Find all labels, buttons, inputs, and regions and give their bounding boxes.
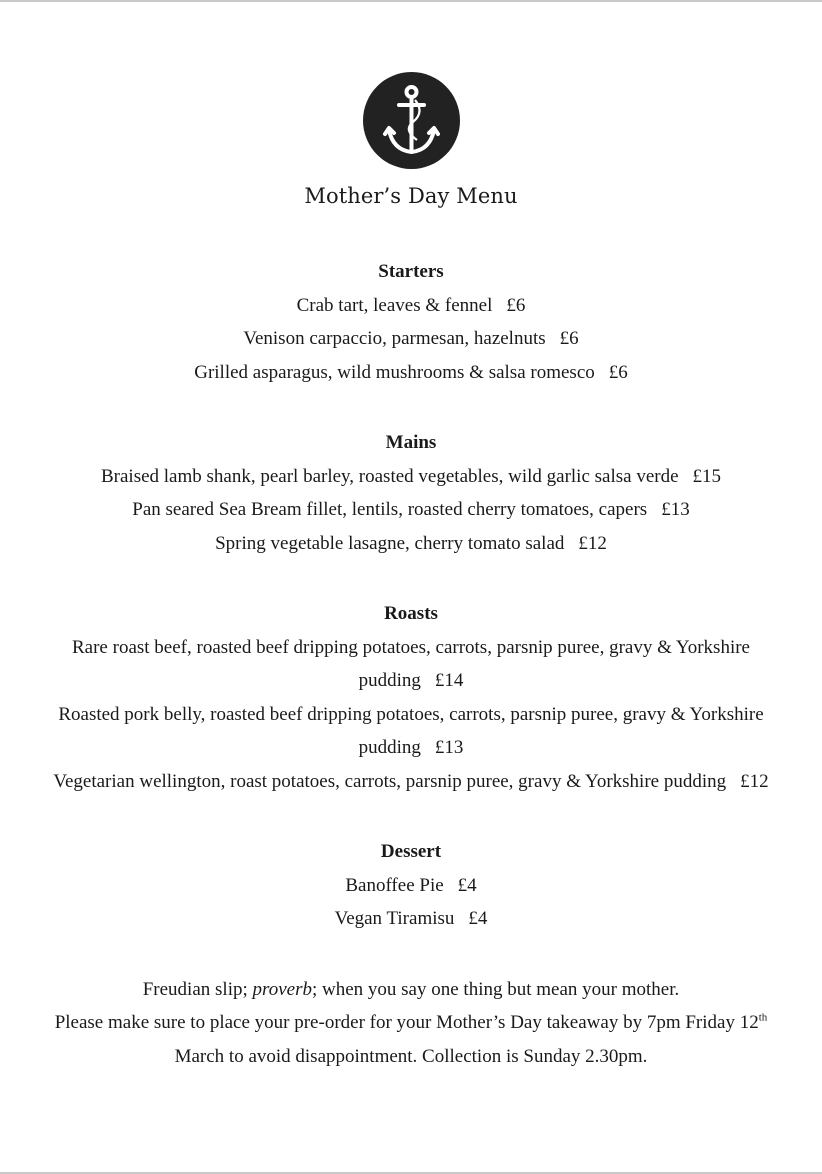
proverb-italic: proverb — [252, 978, 312, 1000]
section-heading: Roasts — [384, 603, 438, 624]
menu-item-price: £14 — [434, 670, 464, 691]
preorder-note — [40, 1006, 782, 1073]
menu-item — [40, 869, 782, 903]
menu-item-price: £6 — [559, 328, 579, 349]
menu-item-name: Vegan Tiramisu — [334, 908, 455, 929]
section-starters — [40, 255, 782, 389]
section-heading: Starters — [378, 261, 444, 282]
menu-item-price: £12 — [578, 532, 607, 554]
menu-item-name: Spring vegetable lasagne, cherry tomato salad — [215, 532, 565, 554]
proverb-text: Freudian slip; — [142, 978, 253, 1000]
preorder-text: Please make sure to place your pre-order for your Mother’s Day takeaway by 7pm Friday 12 — [54, 1012, 759, 1033]
menu-item-name: Vegetarian wellington, roast potatoes, carrots, parsnip puree, gravy & Yorkshire pudding — [53, 770, 727, 792]
menu-item — [40, 765, 782, 799]
menu-item-price: £13 — [434, 737, 464, 758]
page-title: Mother’s Day Menu — [304, 184, 518, 208]
menu-item-name: Rare roast beef, roasted beef dripping potatoes, carrots, parsnip puree, gravy & Yorkshire pudding — [72, 636, 750, 691]
menu-item — [40, 698, 782, 765]
menu-item-price: £4 — [457, 874, 477, 896]
menu-item-name: Pan seared Sea Bream fillet, lentils, roasted cherry tomatoes, capers — [132, 499, 648, 520]
proverb-note — [40, 973, 782, 1007]
section-heading: Dessert — [380, 841, 442, 862]
menu-item-price: £6 — [608, 361, 628, 383]
menu-item-name: Grilled asparagus, wild mushrooms & salsa romesco — [194, 361, 595, 383]
anchor-icon — [363, 72, 460, 169]
menu-item-price: £15 — [692, 465, 722, 487]
menu-item — [40, 356, 782, 390]
section-roasts — [40, 597, 782, 798]
menu-item — [40, 460, 782, 494]
menu-item — [40, 902, 782, 936]
menu-item — [40, 527, 782, 561]
section-dessert — [40, 835, 782, 936]
menu-item-price: £13 — [661, 499, 690, 520]
preorder-text: March to avoid disappointment. Collection is Sunday 2.30pm. — [174, 1045, 648, 1067]
menu-item-name: Venison carpaccio, parmesan, hazelnuts — [243, 328, 546, 349]
section-heading: Mains — [385, 432, 437, 453]
menu-content — [40, 255, 782, 1073]
section-mains — [40, 426, 782, 560]
preorder-ordinal: th — [758, 1011, 768, 1024]
footer-notes — [40, 973, 782, 1074]
proverb-text: ; when you say one thing but mean your mother. — [311, 978, 680, 1000]
menu-item-name: Banoffee Pie — [345, 874, 444, 896]
menu-item — [40, 493, 782, 527]
menu-item-name: Braised lamb shank, pearl barley, roasted vegetables, wild garlic salsa verde — [100, 465, 679, 487]
menu-item — [40, 631, 782, 698]
menu-item-name: Roasted pork belly, roasted beef dripping potatoes, carrots, parsnip puree, gravy & Yorkshire pudding — [58, 703, 764, 758]
page-edge-top — [0, 0, 822, 2]
menu-item — [40, 322, 782, 356]
menu-item-price: £12 — [740, 770, 769, 792]
menu-item — [40, 289, 782, 323]
menu-item-name: Crab tart, leaves & fennel — [296, 294, 493, 316]
menu-item-price: £4 — [468, 908, 488, 929]
menu-item-price: £6 — [506, 294, 526, 316]
